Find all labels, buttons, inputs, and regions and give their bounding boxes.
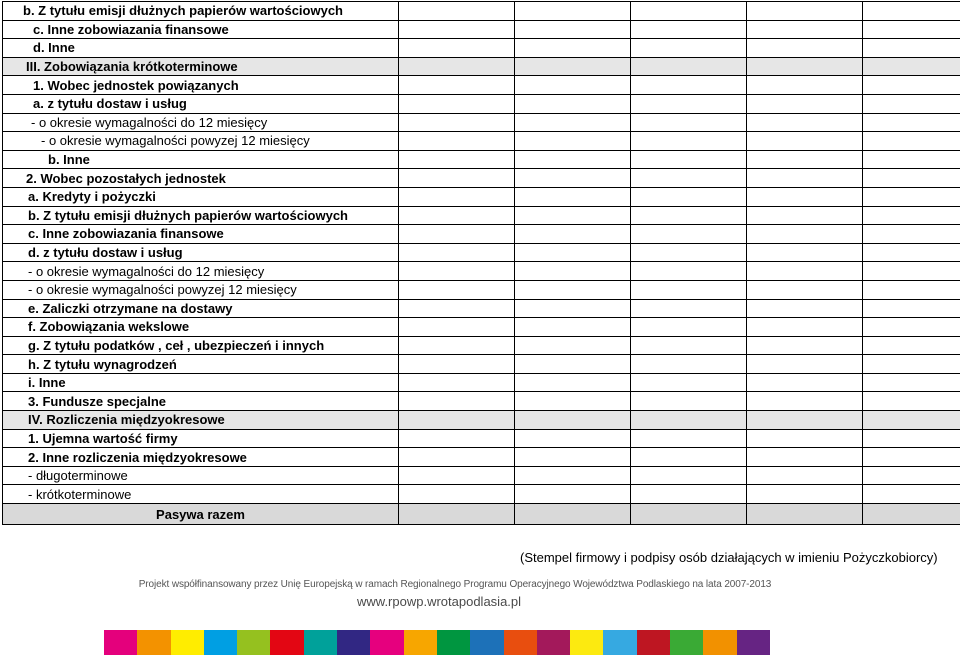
row-label: 1. Wobec jednostek powiązanych (3, 76, 399, 95)
row-label: 3. Fundusze specjalne (3, 392, 399, 411)
row-label: c. Inne zobowiazania finansowe (3, 225, 399, 244)
color-stripe (337, 630, 370, 655)
value-cell[interactable] (399, 280, 515, 299)
value-cell[interactable] (631, 243, 747, 262)
value-cell[interactable] (863, 392, 960, 411)
row-label: a. Kredyty i pożyczki (3, 187, 399, 206)
table-row (3, 448, 960, 467)
value-cell[interactable] (631, 336, 747, 355)
value-cell[interactable] (399, 448, 515, 467)
color-stripe (537, 630, 570, 655)
total-value-cell[interactable] (747, 504, 863, 525)
value-cell[interactable] (515, 411, 631, 430)
table-row (3, 2, 960, 21)
table-row (3, 318, 960, 337)
row-label: 1. Ujemna wartość firmy (3, 429, 399, 448)
total-row (3, 504, 960, 525)
value-cell[interactable] (515, 299, 631, 318)
row-label: b. Inne (3, 150, 399, 169)
value-cell[interactable] (863, 411, 960, 430)
value-cell[interactable] (863, 39, 960, 58)
color-stripe (204, 630, 237, 655)
value-cell[interactable] (515, 448, 631, 467)
value-cell[interactable] (399, 392, 515, 411)
value-cell[interactable] (747, 485, 863, 504)
value-cell[interactable] (631, 429, 747, 448)
value-cell[interactable] (399, 132, 515, 151)
value-cell[interactable] (631, 225, 747, 244)
value-cell[interactable] (631, 355, 747, 374)
color-stripe (504, 630, 537, 655)
color-stripe (570, 630, 603, 655)
value-cell[interactable] (863, 336, 960, 355)
value-cell[interactable] (515, 262, 631, 281)
value-cell[interactable] (399, 466, 515, 485)
value-cell[interactable] (747, 355, 863, 374)
value-cell[interactable] (863, 243, 960, 262)
value-cell[interactable] (863, 20, 960, 39)
value-cell[interactable] (863, 280, 960, 299)
value-cell[interactable] (399, 94, 515, 113)
table-row (3, 57, 960, 76)
table-row (3, 411, 960, 430)
value-cell[interactable] (631, 485, 747, 504)
color-stripe (470, 630, 503, 655)
value-cell[interactable] (863, 94, 960, 113)
value-cell[interactable] (515, 336, 631, 355)
value-cell[interactable] (515, 429, 631, 448)
value-cell[interactable] (399, 57, 515, 76)
table-row (3, 225, 960, 244)
value-cell[interactable] (515, 169, 631, 188)
color-stripe (370, 630, 403, 655)
value-cell[interactable] (399, 169, 515, 188)
value-cell[interactable] (863, 466, 960, 485)
value-cell[interactable] (747, 225, 863, 244)
value-cell[interactable] (399, 113, 515, 132)
color-stripe (237, 630, 270, 655)
value-cell[interactable] (631, 187, 747, 206)
value-cell[interactable] (863, 373, 960, 392)
row-label: e. Zaliczki otrzymane na dostawy (3, 299, 399, 318)
value-cell[interactable] (863, 429, 960, 448)
value-cell[interactable] (863, 57, 960, 76)
value-cell[interactable] (747, 132, 863, 151)
value-cell[interactable] (747, 243, 863, 262)
total-label: Pasywa razem (3, 504, 399, 525)
value-cell[interactable] (399, 299, 515, 318)
value-cell[interactable] (515, 150, 631, 169)
value-cell[interactable] (515, 373, 631, 392)
row-label: d. z tytułu dostaw i usług (3, 243, 399, 262)
value-cell[interactable] (631, 466, 747, 485)
value-cell[interactable] (747, 113, 863, 132)
value-cell[interactable] (747, 150, 863, 169)
value-cell[interactable] (515, 76, 631, 95)
table-row (3, 132, 960, 151)
table-row (3, 392, 960, 411)
table-row (3, 187, 960, 206)
value-cell[interactable] (631, 373, 747, 392)
project-funding-note: Projekt współfinansowany przez Unię Europejską w ramach Regionalnego Programu Operacyjnego Województwa Podlaskiego na lata 2007-2013 (138, 579, 772, 590)
table-row (3, 76, 960, 95)
table-row (3, 169, 960, 188)
value-cell[interactable] (631, 448, 747, 467)
value-cell[interactable] (399, 39, 515, 58)
value-cell[interactable] (631, 392, 747, 411)
color-stripe (737, 630, 770, 655)
color-stripe (104, 630, 137, 655)
value-cell[interactable] (631, 39, 747, 58)
row-label: - o okresie wymagalności powyzej 12 miesięcy (3, 132, 399, 151)
value-cell[interactable] (863, 355, 960, 374)
table-row (3, 373, 960, 392)
value-cell[interactable] (747, 206, 863, 225)
table-row (3, 280, 960, 299)
value-cell[interactable] (863, 318, 960, 337)
balance-sheet-body (3, 2, 960, 525)
balance-sheet-table (2, 1, 960, 525)
table-row (3, 94, 960, 113)
value-cell[interactable] (631, 280, 747, 299)
value-cell[interactable] (399, 150, 515, 169)
value-cell[interactable] (515, 57, 631, 76)
row-label: b. Z tytułu emisji dłużnych papierów wartościowych (3, 206, 399, 225)
value-cell[interactable] (631, 150, 747, 169)
value-cell[interactable] (515, 243, 631, 262)
table-row (3, 429, 960, 448)
value-cell[interactable] (863, 150, 960, 169)
row-label: d. Inne (3, 39, 399, 58)
value-cell[interactable] (747, 318, 863, 337)
table-row (3, 466, 960, 485)
row-label: i. Inne (3, 373, 399, 392)
value-cell[interactable] (515, 280, 631, 299)
total-value-cell[interactable] (631, 504, 747, 525)
value-cell[interactable] (863, 448, 960, 467)
value-cell[interactable] (747, 392, 863, 411)
row-label: - długoterminowe (3, 466, 399, 485)
value-cell[interactable] (515, 187, 631, 206)
table-row (3, 206, 960, 225)
value-cell[interactable] (747, 411, 863, 430)
value-cell[interactable] (631, 57, 747, 76)
value-cell[interactable] (399, 187, 515, 206)
value-cell[interactable] (399, 206, 515, 225)
row-label: - o okresie wymagalności do 12 miesięcy (3, 113, 399, 132)
value-cell[interactable] (747, 57, 863, 76)
value-cell[interactable] (515, 2, 631, 21)
value-cell[interactable] (399, 225, 515, 244)
total-value-cell[interactable] (515, 504, 631, 525)
value-cell[interactable] (515, 225, 631, 244)
value-cell[interactable] (863, 262, 960, 281)
value-cell[interactable] (399, 373, 515, 392)
color-stripe (437, 630, 470, 655)
value-cell[interactable] (747, 448, 863, 467)
value-cell[interactable] (747, 187, 863, 206)
row-label: 2. Wobec pozostałych jednostek (3, 169, 399, 188)
value-cell[interactable] (747, 373, 863, 392)
value-cell[interactable] (631, 113, 747, 132)
table-row (3, 355, 960, 374)
value-cell[interactable] (747, 262, 863, 281)
value-cell[interactable] (399, 318, 515, 337)
value-cell[interactable] (863, 76, 960, 95)
value-cell[interactable] (863, 225, 960, 244)
row-label: f. Zobowiązania wekslowe (3, 318, 399, 337)
row-label: h. Z tytułu wynagrodzeń (3, 355, 399, 374)
row-label: IV. Rozliczenia międzyokresowe (3, 411, 399, 430)
row-label: III. Zobowiązania krótkoterminowe (3, 57, 399, 76)
value-cell[interactable] (515, 392, 631, 411)
value-cell[interactable] (747, 466, 863, 485)
value-cell[interactable] (863, 169, 960, 188)
value-cell[interactable] (863, 2, 960, 21)
row-label: c. Inne zobowiazania finansowe (3, 20, 399, 39)
value-cell[interactable] (631, 262, 747, 281)
table-row (3, 262, 960, 281)
value-cell[interactable] (515, 355, 631, 374)
value-cell[interactable] (399, 336, 515, 355)
row-label: a. z tytułu dostaw i usług (3, 94, 399, 113)
row-label: - o okresie wymagalności powyzej 12 miesięcy (3, 280, 399, 299)
color-stripe (171, 630, 204, 655)
value-cell[interactable] (399, 355, 515, 374)
value-cell[interactable] (515, 206, 631, 225)
value-cell[interactable] (399, 2, 515, 21)
total-value-cell[interactable] (399, 504, 515, 525)
color-stripe-bar (104, 630, 770, 655)
row-label: 2. Inne rozliczenia międzyokresowe (3, 448, 399, 467)
table-row (3, 243, 960, 262)
total-value-cell[interactable] (863, 504, 960, 525)
value-cell[interactable] (747, 20, 863, 39)
value-cell[interactable] (515, 466, 631, 485)
value-cell[interactable] (399, 20, 515, 39)
value-cell[interactable] (747, 2, 863, 21)
value-cell[interactable] (631, 206, 747, 225)
value-cell[interactable] (863, 485, 960, 504)
value-cell[interactable] (399, 243, 515, 262)
value-cell[interactable] (863, 299, 960, 318)
color-stripe (703, 630, 736, 655)
row-label: - o okresie wymagalności do 12 miesięcy (3, 262, 399, 281)
value-cell[interactable] (399, 76, 515, 95)
row-label: - krótkoterminowe (3, 485, 399, 504)
value-cell[interactable] (631, 20, 747, 39)
row-label: b. Z tytułu emisji dłużnych papierów wartościowych (3, 2, 399, 21)
value-cell[interactable] (399, 262, 515, 281)
value-cell[interactable] (399, 429, 515, 448)
value-cell[interactable] (515, 20, 631, 39)
value-cell[interactable] (863, 187, 960, 206)
value-cell[interactable] (515, 132, 631, 151)
value-cell[interactable] (631, 318, 747, 337)
value-cell[interactable] (631, 411, 747, 430)
color-stripe (404, 630, 437, 655)
color-stripe (270, 630, 303, 655)
value-cell[interactable] (631, 2, 747, 21)
value-cell[interactable] (631, 299, 747, 318)
value-cell[interactable] (747, 429, 863, 448)
value-cell[interactable] (515, 318, 631, 337)
color-stripe (137, 630, 170, 655)
table-row (3, 299, 960, 318)
value-cell[interactable] (863, 206, 960, 225)
value-cell[interactable] (631, 76, 747, 95)
value-cell[interactable] (515, 39, 631, 58)
value-cell[interactable] (747, 169, 863, 188)
value-cell[interactable] (747, 39, 863, 58)
value-cell[interactable] (747, 299, 863, 318)
value-cell[interactable] (631, 132, 747, 151)
value-cell[interactable] (747, 76, 863, 95)
color-stripe (637, 630, 670, 655)
row-label: g. Z tytułu podatków , ceł , ubezpieczeń i innych (3, 336, 399, 355)
value-cell[interactable] (515, 485, 631, 504)
value-cell[interactable] (747, 280, 863, 299)
color-stripe (304, 630, 337, 655)
color-stripe (670, 630, 703, 655)
table-row (3, 39, 960, 58)
table-row (3, 113, 960, 132)
stamp-signature-note: (Stempel firmowy i podpisy osób działających w imieniu Pożyczkobiorcy) (520, 550, 938, 565)
value-cell[interactable] (399, 485, 515, 504)
value-cell[interactable] (515, 113, 631, 132)
footer-url-link[interactable]: www.rpowp.wrotapodlasia.pl (357, 594, 522, 609)
value-cell[interactable] (863, 132, 960, 151)
value-cell[interactable] (631, 94, 747, 113)
table-row (3, 336, 960, 355)
value-cell[interactable] (747, 94, 863, 113)
value-cell[interactable] (747, 336, 863, 355)
color-stripe (603, 630, 636, 655)
value-cell[interactable] (399, 411, 515, 430)
value-cell[interactable] (515, 94, 631, 113)
table-row (3, 20, 960, 39)
value-cell[interactable] (863, 113, 960, 132)
value-cell[interactable] (631, 169, 747, 188)
table-row (3, 150, 960, 169)
table-row (3, 485, 960, 504)
